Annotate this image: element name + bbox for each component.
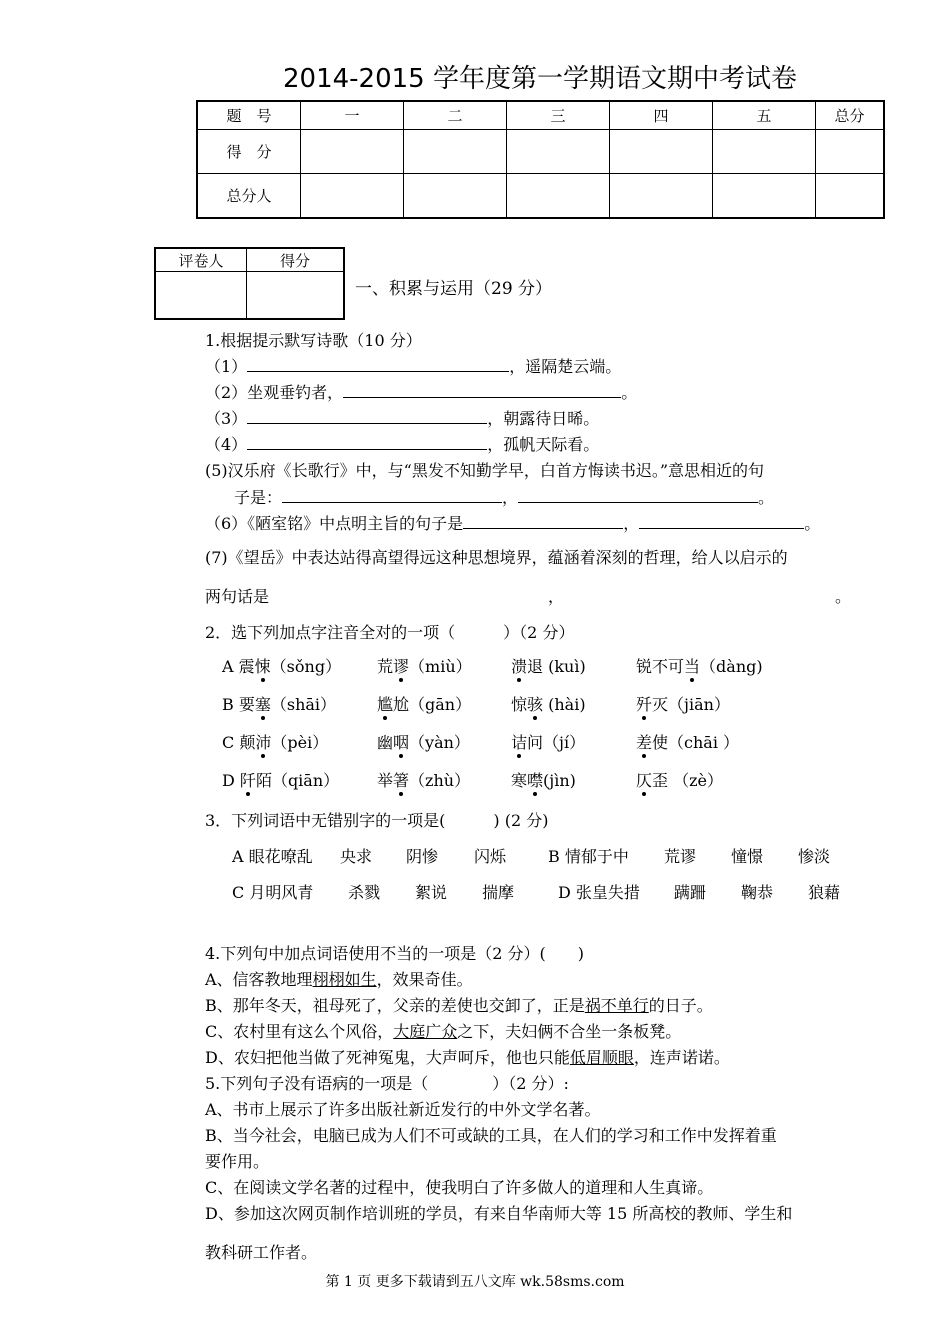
q3-heading: 3．下列词语中无错别字的一项是( ) (2 分) (205, 811, 549, 830)
q5-heading: 5.下列句子没有语病的一项是（ ）（2 分）: (205, 1074, 569, 1093)
scorer-cell[interactable] (816, 174, 885, 219)
q2-option-D-4: 仄歪 （zè） (636, 771, 724, 790)
q3-option-D[interactable]: D 张皇失措 (558, 883, 640, 902)
q1-item-4 (205, 432, 599, 455)
q5-option-C[interactable]: C、在阅读文学名著的过程中，使我明白了许多做人的道理和人生真谛。 (205, 1178, 714, 1197)
answer-blank[interactable] (639, 512, 804, 529)
q1-3-prefix: （3） (205, 409, 248, 428)
score-header-cell: 总分 (816, 101, 885, 130)
q1-item-7-comma: ， (548, 587, 565, 606)
q2-option-D-1[interactable]: D 阡陌（qiān） (222, 771, 340, 790)
q4-d-text-end: ，连声诺诺。 (633, 1048, 730, 1067)
score-header-cell: 五 (713, 101, 816, 130)
q2-option-B-4: 歼灭（jiān） (636, 695, 730, 714)
q3-word: 央求 (340, 847, 373, 866)
score-cell[interactable] (816, 130, 885, 174)
q4-d-underlined: 低眉顺眼 (569, 1048, 634, 1067)
q1-1-suffix: ，遥隔楚云端。 (509, 357, 622, 376)
section-heading: 一、积累与运用（29 分） (355, 279, 553, 299)
q1-heading: 1.根据提示默写诗歌（10 分） (205, 331, 422, 350)
q1-item-2 (205, 380, 637, 403)
q4-option-D[interactable] (205, 1045, 730, 1068)
q1-4-suffix: ，孤帆天际看。 (487, 435, 600, 454)
q2-option-A-1[interactable]: A 震悚（sǒng） (222, 657, 342, 676)
q1-item-5-line1: (5)汉乐府《长歌行》中，与“黑发不知勤学早，白首方悔读书迟。”意思相近的句 (205, 461, 765, 480)
score-table-header-row (197, 101, 884, 130)
answer-blank[interactable] (247, 407, 487, 424)
grader-name-cell[interactable] (155, 272, 247, 320)
scorer-row (197, 174, 884, 219)
q1-5-prefix: 子是： (234, 488, 283, 507)
score-cell[interactable] (713, 130, 816, 174)
q5-option-B-cont: 要作用。 (205, 1152, 270, 1171)
answer-blank[interactable] (247, 355, 509, 372)
grader-table (154, 247, 345, 320)
q4-option-B[interactable] (205, 993, 713, 1016)
score-header-cell: 四 (610, 101, 713, 130)
q4-b-underlined: 祸不单行 (584, 996, 649, 1015)
q1-5-suffix: 。 (758, 488, 775, 507)
q2-option-B-3: 惊骇 (hài) (511, 695, 586, 714)
q1-6-prefix: （6）《陋室铭》中点明主旨的句子是 (205, 514, 464, 533)
q4-heading: 4.下列句中加点词语使用不当的一项是（2 分）( ) (205, 944, 585, 963)
q2-option-C-1[interactable]: C 颠沛（pèi） (222, 733, 329, 752)
grader-score-cell[interactable] (247, 272, 345, 320)
q2-option-C-4: 差使（chāi ） (636, 733, 740, 752)
q2-option-C-2: 幽咽（yàn） (377, 733, 470, 752)
score-header-cell: 三 (507, 101, 610, 130)
scorer-cell[interactable] (507, 174, 610, 219)
q4-b-text: B、那年冬天，祖母死了，父亲的差使也交卸了，正是 (205, 996, 585, 1015)
answer-blank[interactable] (518, 486, 758, 503)
q3-option-A[interactable]: A 眼花嘹乱 (232, 847, 313, 866)
answer-blank[interactable] (343, 381, 621, 398)
q2-option-A-3: 溃退 (kuì) (511, 657, 586, 676)
q4-a-text-end: ，效果奇佳。 (376, 970, 473, 989)
q3-word: 杀戮 (348, 883, 381, 902)
q1-item-3 (205, 406, 599, 429)
q4-d-text: D、农妇把他当做了死神冤鬼，大声呵斥，他也只能 (205, 1048, 570, 1067)
q1-item-7-end: 。 (835, 587, 852, 606)
scorer-cell[interactable] (404, 174, 507, 219)
q3-word: 阴惨 (406, 847, 439, 866)
q1-item-7-line2: 两句话是 (205, 587, 270, 606)
q3-word: 荒谬 (664, 847, 697, 866)
score-cell[interactable] (301, 130, 404, 174)
scorer-cell[interactable] (713, 174, 816, 219)
score-row (197, 130, 884, 174)
q2-option-B-2: 尴尬（gān） (377, 695, 472, 714)
q3-option-C[interactable]: C 月明风青 (232, 883, 314, 902)
q3-word: 闪烁 (474, 847, 507, 866)
score-header-cell: 二 (404, 101, 507, 130)
grader-score-label: 得分 (247, 248, 345, 272)
q5-option-B[interactable]: B、当今社会，电脑已成为人们不可或缺的工具，在人们的学习和工作中发挥着重 (205, 1126, 777, 1145)
answer-blank[interactable] (463, 512, 623, 529)
q4-a-text: A、信客教地理 (205, 970, 313, 989)
q1-item-7-line1: (7)《望岳》中表达站得高望得远这种思想境界，蕴涵着深刻的哲理，给人以启示的 (205, 548, 788, 567)
q4-c-text-end: 之下，夫妇俩不合坐一条板凳。 (457, 1022, 682, 1041)
score-header-cell: 一 (301, 101, 404, 130)
q2-option-D-3: 寒噤(jìn) (511, 771, 576, 790)
q3-word: 蹒跚 (674, 883, 707, 902)
q4-option-A[interactable] (205, 967, 473, 990)
q5-option-D[interactable]: D、参加这次网页制作培训班的学员，有来自华南师大等 15 所高校的教师、学生和 (205, 1204, 793, 1223)
q1-4-prefix: （4） (205, 435, 248, 454)
score-cell[interactable] (610, 130, 713, 174)
q2-option-C-3: 诘问（jí） (511, 733, 586, 752)
answer-blank[interactable] (247, 433, 487, 450)
score-cell[interactable] (404, 130, 507, 174)
scorer-row-label: 总分人 (197, 174, 301, 219)
q3-word: 狼藉 (808, 883, 841, 902)
q4-option-C[interactable] (205, 1019, 681, 1042)
scorer-cell[interactable] (301, 174, 404, 219)
q1-6-suffix: 。 (804, 514, 821, 533)
q4-a-underlined: 栩栩如生 (312, 970, 377, 989)
q3-word: 揣摩 (482, 883, 515, 902)
q1-2-prefix: （2）坐观垂钓者， (205, 383, 344, 402)
answer-blank[interactable] (282, 486, 502, 503)
scorer-cell[interactable] (610, 174, 713, 219)
q3-word: 鞠恭 (741, 883, 774, 902)
q5-option-D-cont: 教科研工作者。 (205, 1243, 318, 1262)
q2-option-A-2: 荒谬（miù） (377, 657, 472, 676)
q4-c-underlined: 大庭广众 (393, 1022, 458, 1041)
q2-option-D-2: 举箸（zhù） (377, 771, 471, 790)
page-footer: 第 1 页 更多下载请到五八文库 wk.58sms.com (325, 1274, 625, 1290)
q2-option-A-4: 锐不可当（dàng) (636, 657, 763, 676)
q1-6-comma: ， (623, 514, 640, 533)
page-title: 2014-2015 学年度第一学期语文期中考试卷 (283, 64, 797, 94)
q1-item-6 (205, 511, 820, 534)
score-row-label: 得 分 (197, 130, 301, 174)
q3-word: 惨淡 (798, 847, 831, 866)
q4-c-text: C、农村里有这么个风俗， (205, 1022, 394, 1041)
q1-5-comma: ， (502, 488, 519, 507)
q3-word: 憧憬 (731, 847, 764, 866)
score-cell[interactable] (507, 130, 610, 174)
q1-item-1 (205, 354, 621, 377)
score-header-cell: 题 号 (197, 101, 301, 130)
q1-3-suffix: ，朝露待日晞。 (487, 409, 600, 428)
q5-option-A[interactable]: A、书市上展示了许多出版社新近发行的中外文学名著。 (205, 1100, 601, 1119)
q2-heading: 2．选下列加点字注音全对的一项（ ）（2 分） (205, 623, 575, 642)
q3-word: 絮说 (415, 883, 448, 902)
q4-b-text-end: 的日子。 (648, 996, 713, 1015)
grader-label: 评卷人 (155, 248, 247, 272)
score-table (196, 100, 885, 219)
q3-option-B[interactable]: B 情郁于中 (548, 847, 629, 866)
q1-item-5-line2 (234, 485, 774, 508)
q2-option-B-1[interactable]: B 要塞（shāi） (222, 695, 337, 714)
q1-2-suffix: 。 (621, 383, 638, 402)
q1-1-prefix: （1） (205, 357, 248, 376)
